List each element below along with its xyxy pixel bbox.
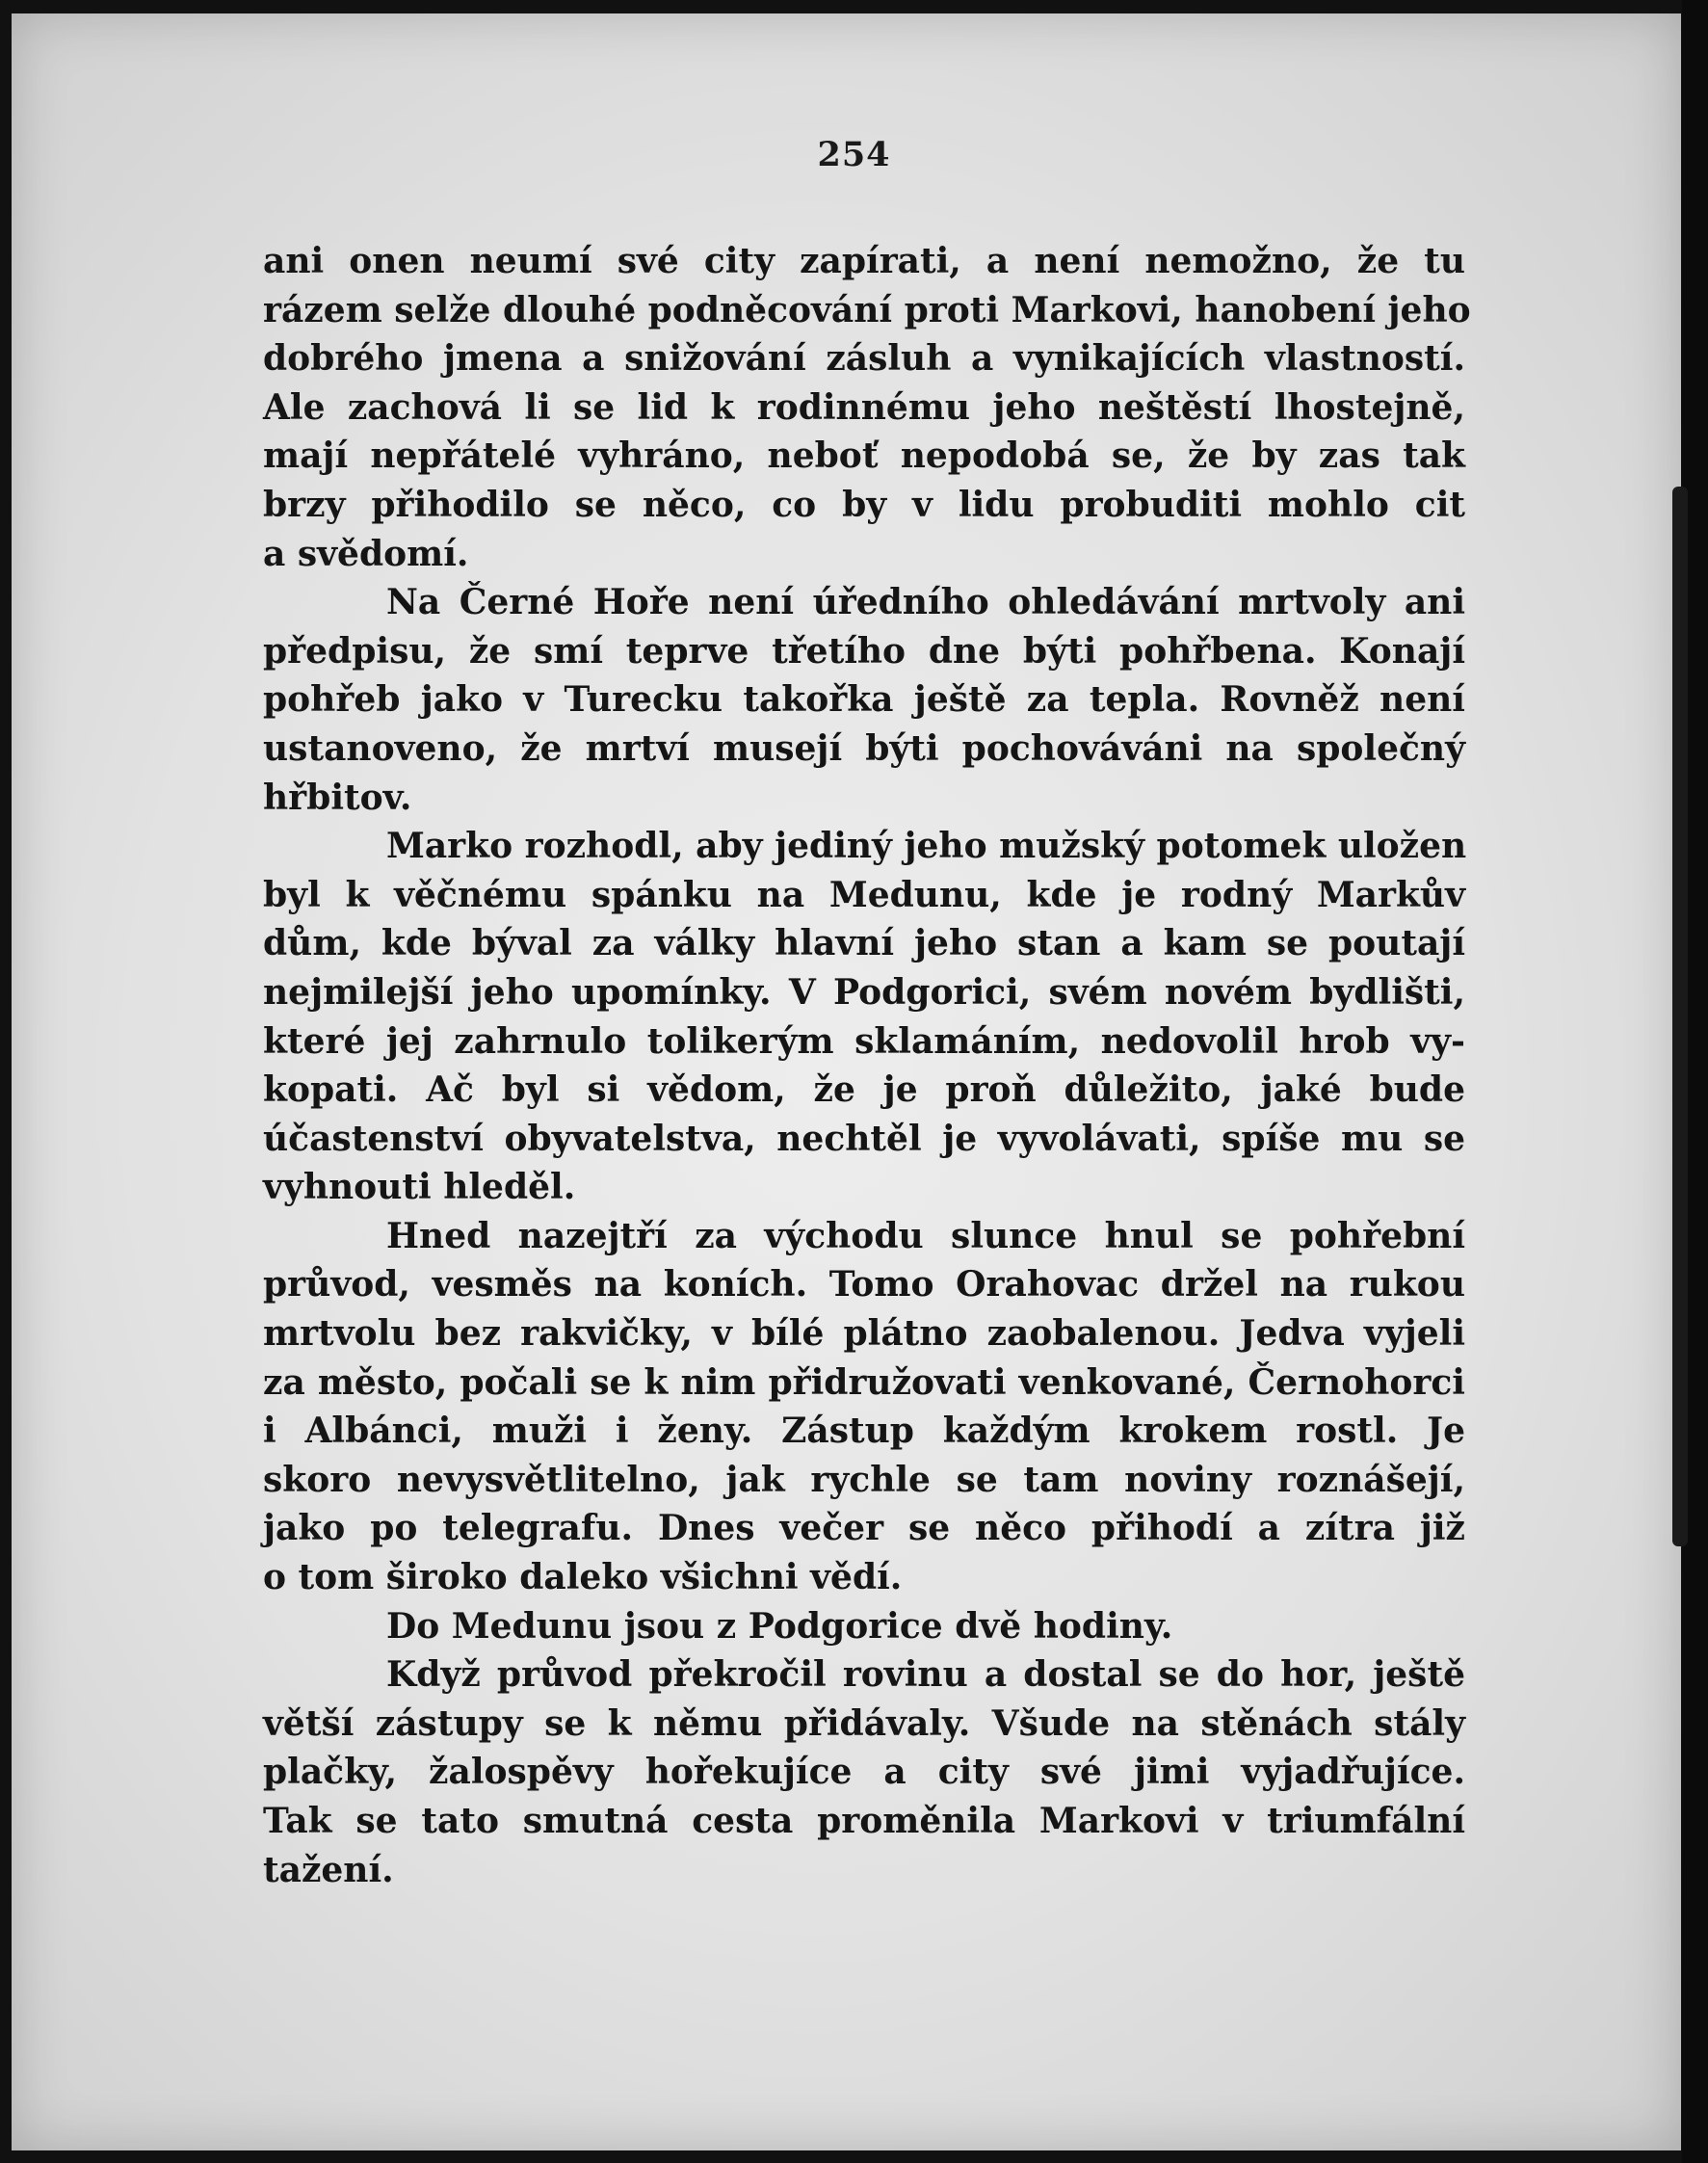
text-line: dobrého jmena a snižování zásluh a vynikajících vlastností. <box>263 338 1465 380</box>
text-line: Když průvod překročil rovinu a dostal se do hor, ještě <box>386 1654 1465 1696</box>
paragraph <box>263 1650 1465 1894</box>
paragraph <box>263 237 1471 578</box>
text-line: plačky, žalospěvy hořekujíce a city své jimi vyjadřujíce. <box>263 1752 1465 1793</box>
text-line: Ale zachová li se lid k rodinnému jeho neštěstí lhostejně, <box>263 386 1465 428</box>
text-line: tažení. <box>263 1849 394 1890</box>
text-line: rázem selže dlouhé podněcování proti Markovi, hanobení jeho <box>263 289 1471 330</box>
text-line: Marko rozhodl, aby jediný jeho mužský potomek uložen <box>386 826 1467 867</box>
text-line: účastenství obyvatelstva, nechtěl je vyvolávati, spíše mu se <box>263 1118 1465 1159</box>
text-line: předpisu, že smí teprve třetího dne býti pohřbena. Konají <box>263 630 1465 672</box>
text-line: a svědomí. <box>263 533 469 574</box>
text-line: průvod, vesměs na koních. Tomo Orahovac držel na rukou <box>263 1264 1465 1306</box>
text-line: byl k věčnému spánku na Medunu, kde je rodný Markův <box>263 874 1465 915</box>
text-line: hřbitov. <box>263 777 412 818</box>
text-line: Do Medunu jsou z Podgorice dvě hodiny. <box>386 1605 1173 1647</box>
paragraph <box>263 578 1465 822</box>
paragraph <box>263 1212 1465 1602</box>
text-line: i Albánci, muži i ženy. Zástup každým krokem rostl. Je <box>263 1411 1465 1452</box>
text-line: ani onen neumí své city zapírati, a není nemožno, že tu <box>263 241 1465 281</box>
text-line: mrtvolu bez rakvičky, v bílé plátno zaobalenou. Jedva vyjeli <box>263 1313 1465 1355</box>
paragraph <box>263 1602 1465 1651</box>
text-line: za město, počali se k nim přidružovati venkované, Černohorci <box>263 1361 1465 1403</box>
text-line: které jej zahrnulo tolikerým sklamáním, nedovolil hrob vy- <box>263 1020 1465 1062</box>
body-text <box>263 237 1471 1894</box>
page-number: 254 <box>817 135 891 174</box>
text-line: kopati. Ač byl si vědom, že je proň důležito, jaké bude <box>263 1069 1465 1111</box>
text-line: mají nepřátelé vyhráno, neboť nepodobá se, že by zas tak <box>263 435 1465 477</box>
text-line: Tak se tato smutná cesta proměnila Markovi v triumfální <box>263 1801 1465 1841</box>
text-line: dům, kde býval za války hlavní jeho stan a kam se poutají <box>263 923 1465 964</box>
text-line: o tom široko daleko všichni vědí. <box>263 1557 903 1598</box>
text-line: ustanoveno, že mrtví musejí býti pochováváni na společný <box>263 727 1465 769</box>
text-line: brzy přihodilo se něco, co by v lidu probuditi mohlo cit <box>263 484 1465 525</box>
text-line: Hned nazejtří za východu slunce hnul se pohřební <box>386 1215 1465 1256</box>
text-line: vyhnouti hleděl. <box>263 1167 576 1208</box>
text-line: skoro nevysvětlitelno, jak rychle se tam noviny roznášejí, <box>263 1459 1465 1500</box>
text-line: Na Černé Hoře není úředního ohledávání mrtvoly ani <box>386 582 1465 623</box>
text-line: větší zástupy se k němu přidávaly. Všude na stěnách stály <box>263 1702 1465 1744</box>
binding-shadow <box>1672 487 1688 1546</box>
text-line: pohřeb jako v Turecku takořka ještě za tepla. Rovněž není <box>263 679 1465 721</box>
text-line: nejmilejší jeho upomínky. V Podgorici, svém novém bydlišti, <box>263 971 1465 1013</box>
paragraph <box>263 822 1465 1212</box>
text-line: jako po telegrafu. Dnes večer se něco přihodí a zítra již <box>263 1508 1465 1549</box>
